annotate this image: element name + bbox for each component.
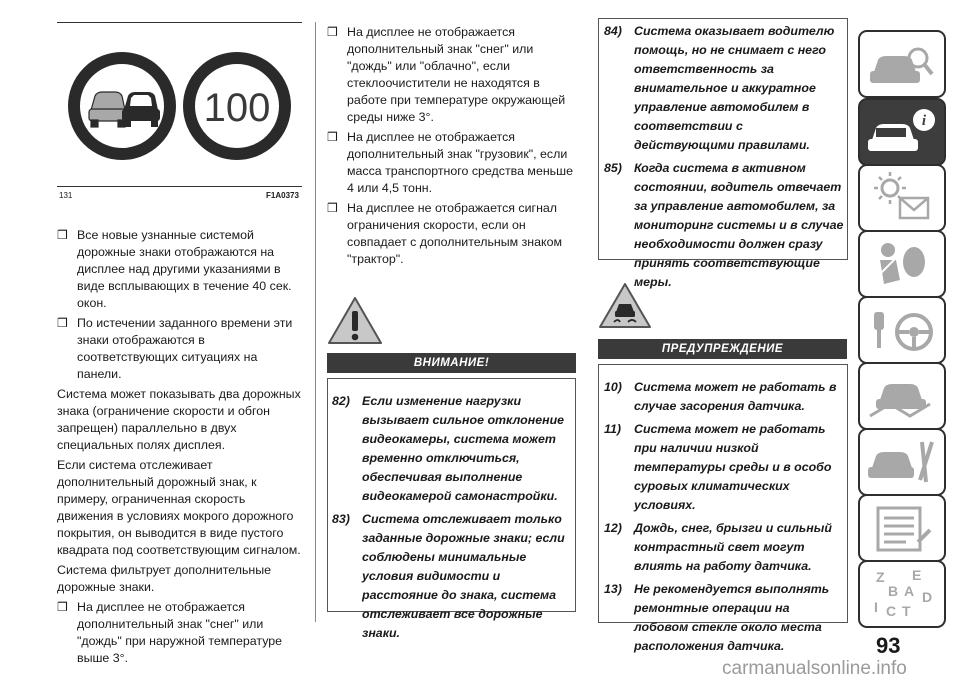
figure-number: 131 — [59, 191, 73, 200]
checkbox-bullet-icon: ❒ — [57, 228, 68, 242]
svg-text:I: I — [874, 599, 878, 615]
figure-code: F1A0373 — [266, 191, 299, 200]
bullet-item: ❒ На дисплее не отображается дополнительный знак "снег" или "дождь" или "облачно", если стеклоочистители не находятся в работе при температуре окружающей среды ниже 3°. — [327, 25, 566, 124]
checkbox-bullet-icon: ❒ — [327, 25, 338, 39]
sidebar-tab-car-lift[interactable] — [858, 362, 946, 430]
figure-top-rule — [57, 22, 302, 23]
warning-item: 83) Система отслеживает только заданные дорожные знаки; если соблюдены минимальные условия видимости и расстояние до знака, система отслеживает все дорожные знаки. — [332, 512, 565, 640]
no-overtaking-sign-icon — [74, 58, 170, 154]
speed-limit-sign-icon — [189, 58, 285, 154]
caution-item: 12) Дождь, снег, брызги и сильный контрастный свет могут влиять на работу датчика. — [604, 521, 832, 573]
checkbox-bullet-icon: ❒ — [327, 201, 338, 215]
figure-131 — [57, 30, 302, 200]
svg-text:T: T — [902, 603, 911, 619]
car-tools-icon — [860, 430, 944, 494]
key-steering-icon — [860, 298, 944, 362]
paragraph: Система может показывать два дорожных знака (ограничение скорости и обгон запрещен) параллельно в двух специальных полях дисплея. — [57, 387, 301, 452]
svg-text:D: D — [922, 589, 933, 605]
svg-text:B: B — [888, 583, 899, 599]
sidebar-tab-airbag-seat[interactable] — [858, 230, 946, 298]
car-lift-icon — [860, 364, 944, 428]
caution-item: 11) Система может не работать при наличии низкой температуры среды и в особо суровых климатических условиях. — [604, 422, 832, 512]
column-divider — [315, 22, 316, 622]
svg-text:E: E — [912, 567, 922, 583]
warning-title-bar: ВНИМАНИЕ! — [327, 353, 576, 373]
car-info-icon — [860, 100, 944, 164]
airbag-seat-icon — [860, 232, 944, 296]
note-item: 85) Когда система в активном состоянии, водитель отвечает за управление автомобилем, за мониторинг системы и в случае необходимости должен сразу принять соответствующие меры. — [604, 161, 844, 289]
sidebar-tab-alphabet-index[interactable] — [858, 560, 946, 628]
caution-item: 10) Система может не работать в случае засорения датчика. — [604, 380, 837, 413]
warning-lights-icon — [860, 166, 944, 230]
sidebar-tab-car-info[interactable] — [858, 98, 946, 166]
sidebar-tab-car-tools[interactable] — [858, 428, 946, 496]
figure-bottom-rule — [57, 186, 302, 187]
svg-text:i: i — [921, 113, 927, 129]
paragraph: Если система отслеживает дополнительный дорожный знак, к примеру, ограниченная скорость движения в условиях мокрого дорожного покрытия, он выводится в виде пустого квадрата под соответствующим сигналом. — [57, 458, 301, 557]
warning-list — [332, 392, 570, 647]
sidebar-tab-specs-list[interactable] — [858, 494, 946, 562]
notes-list — [604, 22, 844, 296]
column-2-text — [327, 24, 575, 271]
svg-text:100: 100 — [203, 86, 271, 130]
checkbox-bullet-icon: ❒ — [57, 600, 68, 614]
caution-title-bar: ПРЕДУПРЕЖДЕНИЕ — [598, 339, 847, 359]
warning-item: 82) Если изменение нагрузки вызывает сильное отклонение видеокамеры, система может временно отключиться, обеспечивая выполнение видеокамерой самонастройки. — [332, 394, 565, 503]
specs-list-icon — [860, 496, 944, 560]
checkbox-bullet-icon: ❒ — [327, 130, 338, 144]
bullet-item: ❒ По истечении заданного времени эти знаки отображаются в соответствующих ситуациях на панели. — [57, 316, 293, 381]
sidebar-tab-warning-lights[interactable] — [858, 164, 946, 232]
road-signs-illustration — [57, 30, 302, 190]
page-number: 93 — [876, 633, 901, 658]
note-item: 84) Система оказывает водителю помощь, но не снимает с него ответственность за внимательное и аккуратное управление автомобилем в соответствии с действующими правилами. — [604, 24, 835, 152]
bullet-item: ❒ На дисплее не отображается сигнал ограничения скорости, если он совпадает с дополнительным знаком "трактор". — [327, 201, 563, 266]
bullet-item: ❒ На дисплее не отображается дополнительный знак "грузовик", если масса транспортного средства меньше 4 или 4,5 тонн. — [327, 130, 573, 195]
column-1-text — [57, 227, 305, 670]
bullet-item: ❒ На дисплее не отображается дополнительный знак "снег" или "дождь" при наружной температуре выше 3°. — [57, 600, 283, 665]
paragraph: Система фильтрует дополнительные дорожные знаки. — [57, 563, 272, 594]
bullet-item: ❒ Все новые узнанные системой дорожные знаки отображаются на дисплее над другими указаниями в виде всплывающих в течение 40 сек. окон. — [57, 228, 292, 310]
svg-text:Z: Z — [876, 569, 885, 585]
svg-text:C: C — [886, 603, 897, 619]
car-search-icon — [860, 32, 944, 96]
slippery-road-triangle-icon — [598, 282, 652, 330]
svg-text:A: A — [904, 583, 915, 599]
warning-triangle-icon — [327, 296, 383, 346]
checkbox-bullet-icon: ❒ — [57, 316, 68, 330]
sidebar-tab-car-search[interactable] — [858, 30, 946, 98]
caution-item: 13) Не рекомендуется выполнять ремонтные операции на лобовом стекле около места расположения датчика. — [604, 582, 830, 653]
caution-list — [604, 378, 844, 660]
watermark: carmanualsonline.info — [722, 658, 907, 679]
alphabet-index-icon — [860, 562, 944, 626]
sidebar-tab-key-steering[interactable] — [858, 296, 946, 364]
